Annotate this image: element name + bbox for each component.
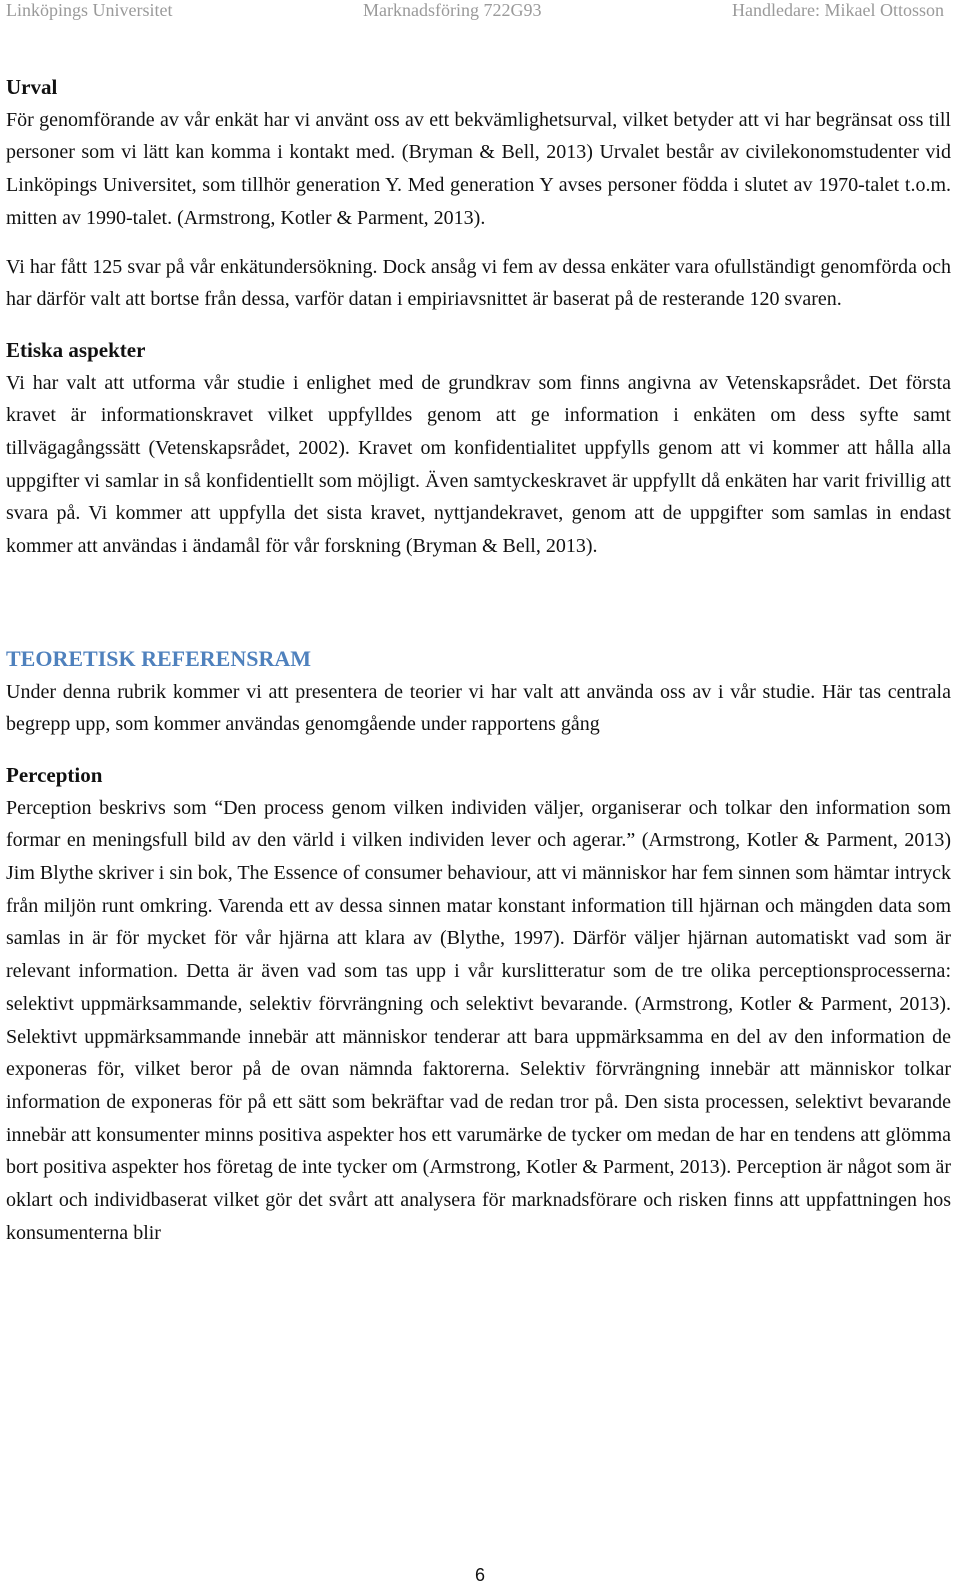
heading-etiska-aspekter: Etiska aspekter (6, 337, 146, 362)
spacer (6, 316, 951, 334)
paragraph-urval-2: Vi har fått 125 svar på vår enkätundersökning. Dock ansåg vi fem av dessa enkäter vara ofullständigt genomförda och har därför valt att bortse från dessa, varför datan i empiriavsnittet är baserat på de resterande 120 svaren. (6, 255, 951, 311)
header-university: Linköpings Universitet (6, 0, 173, 20)
paragraph-etik-1: Vi har valt att utforma vår studie i enlighet med de grundkrav som finns angivna av Vetenskapsrådet. Det första kravet är informationskravet vilket uppfylldes genom att ge information i enkäten om dess syfte samt tillvägagångssätt (Vetenskapsrådet, 2002). Kravet om konfidentialitet uppfylls genom att vi kommer att hålla alla uppgifter vi samlar in så konfidentiellt som möjligt. Även samtyckeskravet är uppfyllt då enkäten har varit frivillig att svara på. Vi kommer att uppfylla det sista kravet, nyttjandekravet, genom att de uppgifter som samlas in endast kommer att användas i ändamål för vår forskning (Bryman & Bell, 2013). (6, 371, 951, 558)
heading-perception: Perception (6, 762, 103, 787)
header-course: Marknadsföring 722G93 (363, 0, 542, 20)
paragraph-urval-1: För genomförande av vår enkät har vi använt oss av ett bekvämlighetsurval, vilket betyder att vi har begränsat oss till personer som vi lätt kan komma i kontakt med. (Bryman & Bell, 2013) Urvalet består av civilekonomstudenter vid Linköpings Universitet, som tillhör generation Y. Med generation Y avses personer födda i slutet av 1970-talet t.o.m. mitten av 1990-talet. (Armstrong, Kotler & Parment, 2013). (6, 108, 951, 229)
spacer (6, 563, 951, 643)
spacer (6, 741, 951, 759)
page-number: 6 (474, 1565, 485, 1585)
section-title-teoretisk-referensram: TEORETISK REFERENSRAM (6, 645, 312, 671)
paragraph-teori-1: Under denna rubrik kommer vi att presentera de teorier vi har valt att använda oss av i vår studie. Här tas centrala begrepp upp, som kommer användas genomgående under rapportens gång (6, 680, 951, 736)
spacer (6, 235, 951, 251)
page-header (0, 0, 960, 26)
heading-urval: Urval (6, 75, 58, 99)
document-body (6, 71, 951, 1250)
header-supervisor: Handledare: Mikael Ottosson (732, 0, 944, 20)
paragraph-perception-1: Perception beskrivs som “Den process genom vilken individen väljer, organiserar och tolkar den information som formar en meningsfull bild av den värld i vilken individen lever och agerar.” (Armstrong, Kotler & Parment, 2013) Jim Blythe skriver i sin bok, The Essence of consumer behaviour, att vi människor har fem sinnen som hämtar intryck från miljön runt omkring. Varenda ett av dessa sinnen matar konstant information till hjärnan och mängden data som samlas in är för mycket för vår hjärna att klara av (Blythe, 1997). Därför väljer hjärnan automatiskt vad som är relevant information. Detta är även vad som tas upp i vår kurslitteratur som de tre olika perceptionsprocesserna: selektivt uppmärksammande, selektiv förvrängning och selektivt bevarande. (Armstrong, Kotler & Parment, 2013). Selektivt uppmärksammande innebär att människor tenderar att bara uppmärksamma en del av den information de exponeras för, vilket beror på de ovan nämnda faktorerna. Selektiv förvrängning innebär att människor tolkar information de exponeras för på ett sätt som bekräftar vad de redan tror på. Den sista processen, selektivt bevarande innebär att konsumenter minns positiva aspekter hos ett varumärke de tycker om medan de har en tendens att glömma bort positiva aspekter hos företag de inte tycker om (Armstrong, Kotler & Parment, 2013). Perception är något som är oklart och individbaserat vilket gör det svårt att analysera för marknadsförare och risken finns att uppfattningen hos konsumenterna blir (6, 796, 951, 1244)
